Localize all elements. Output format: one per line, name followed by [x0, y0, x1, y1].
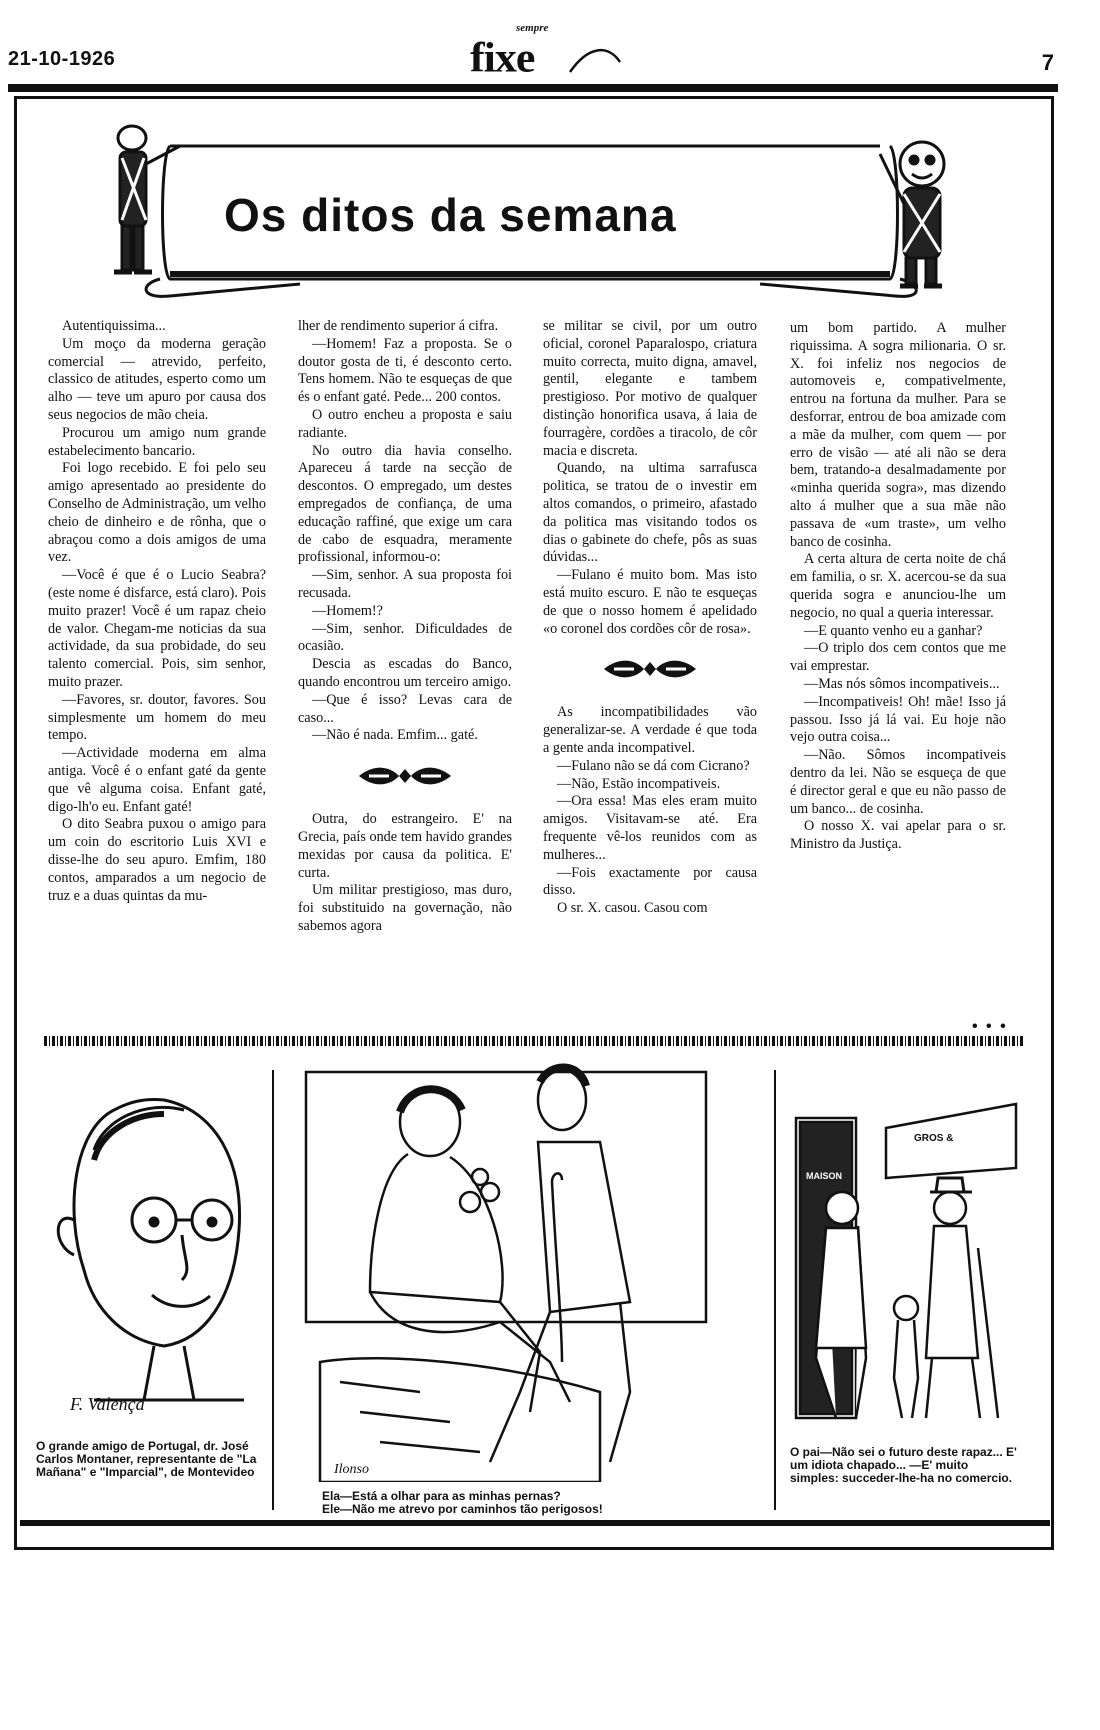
- paragraph: Um militar prestigioso, mas duro, foi substituido na governação, não sabemos agora: [298, 882, 512, 934]
- paragraph: O dito Seabra puxou o amigo para um coin do escritorio Luis XVI e disse-lhe do seu apuro. Emfim, 180 contos, amparados a um negocio de truz e a duas quintas da mu-: [48, 816, 266, 904]
- paragraph: O sr. X. casou. Casou com: [557, 900, 708, 917]
- article-column-3: [543, 318, 757, 918]
- paragraph: —E quanto venho eu a ganhar?: [804, 622, 983, 639]
- footer-rule: [20, 1520, 1050, 1526]
- caricature-portrait-illustration: [34, 1070, 264, 1730]
- paragraph: —Não. Sômos incompativeis dentro da lei. Não se esqueça de que é director geral e que eu não passo de um banco... de cosinha.: [790, 747, 1006, 817]
- masthead-logo: [470, 20, 620, 80]
- paragraph: —Você é que é o Lucio Seabra? (este nome é disfarce, está claro). Pois muito prazer! Você é um rapaz cheio de valor. Chegam-me noticias da sua actividade, da sua probidade, do seu talento comercial. Pois, sim senhor, muito prazer.: [48, 567, 266, 690]
- paragraph: —Sim, senhor. A sua proposta foi recusada.: [298, 567, 512, 601]
- couple-cartoon-illustration: [300, 1062, 760, 1482]
- paragraph: A certa altura de certa noite de chá em familia, o sr. X. acercou-se da sua querida sogra e anunciou-lhe um negocio, no qual a queria interessar.: [790, 551, 1006, 621]
- paragraph: O outro encheu a proposta e saiu radiante.: [298, 406, 512, 441]
- paragraph: Descia as escadas do Banco, quando encontrou um terceiro amigo.: [298, 656, 512, 690]
- paragraph: se militar se civil, por um outro oficial, coronel Paparalospo, criatura muito correcta, muito digna, amavel, gentil, elegante e tambem prestigioso. Por motivo de qualquer distinção honorifica usava, á laia de fourragère, cordões a tiracolo, de côr macia e discreta.: [543, 318, 757, 459]
- section-title: Os ditos da semana: [224, 189, 677, 241]
- masthead-title: fixe: [470, 34, 535, 81]
- paragraph: Procurou um amigo num grande estabelecimento bancario.: [48, 424, 266, 459]
- paragraph: Um moço da moderna geração comercial — atrevido, perfeito, classico de atitudes, esperto como um alho — teve um apuro por causa dos seus negocios de mão cheia.: [48, 335, 266, 423]
- end-mark: • • •: [972, 1018, 1008, 1035]
- door-sign-text: MAISON: [806, 1171, 842, 1181]
- cartoon-caption-middle-2: Ele—Não me atrevo por caminhos tão perigosos!: [322, 1502, 603, 1516]
- paragraph: Quando, na ultima sarrafusca politica, se tratou de o investir em altos comandos, o primeiro, afastado da politica mas visitando todos os dias o gabinete do chefe, pôs as suas dúvidas...: [543, 460, 757, 566]
- paragraph: —Mas nós sômos incompativeis...: [804, 675, 1000, 692]
- cartoon-separator: [774, 1070, 776, 1510]
- ornament-icon: [600, 656, 700, 682]
- issue-date: 21-10-1926: [8, 48, 116, 70]
- article-column-1: [48, 318, 266, 905]
- paragraph: —Não, Estão incompativeis.: [557, 775, 721, 792]
- paragraph: —Fois exactamente por causa disso.: [543, 864, 757, 899]
- artist-signature: Ilonso: [334, 1462, 369, 1477]
- paragraph: Autentiquissima...: [62, 318, 166, 334]
- shop-doorway-cartoon-illustration: [786, 1098, 1022, 1438]
- cartoon-caption-right: O pai—Não sei o futuro deste rapaz... E' um idiota chapado... —E' muito simples: succeder-lhe-ha no comercio.: [790, 1445, 1017, 1485]
- paragraph: No outro dia havia conselho. Apareceu á tarde na secção de descontos. O empregado, um destes empregados de confiança, de uma educação raffiné, que exige um cara de cabo de esquadra, meramente profissional, informou-o:: [298, 442, 512, 566]
- masthead-small-text: sempre: [516, 22, 549, 34]
- paragraph: —Sim, senhor. Dificuldades de ocasião.: [298, 620, 512, 655]
- paragraph: —Actividade moderna em alma antiga. Você é o enfant gaté da gente que vê alguma coisa. Enfant gaté, digo-lh'o eu. Enfant gaté!: [48, 745, 266, 815]
- section-divider: [44, 1036, 1024, 1046]
- ornament-divider: [298, 763, 512, 789]
- paragraph: —O triplo dos cem contos que me vai emprestar.: [790, 640, 1006, 675]
- header-rule: [8, 84, 1058, 92]
- paragraph: —Fulano é muito bom. Mas isto está muito escuro. E não te esqueças de que o nosso homem é apelidado «o coronel dos cordões côr de rosa».: [543, 567, 757, 637]
- paragraph: —Favores, sr. doutor, favores. Sou simplesmente um homem do meu tempo.: [48, 691, 266, 744]
- masthead-swash-icon: [568, 42, 624, 78]
- shop-sign-text: GROS &: [914, 1133, 954, 1144]
- cartoon-caption-middle-1: Ela—Está a olhar para as minhas pernas?: [322, 1489, 561, 1503]
- paragraph: Outra, do estrangeiro. E' na Grecia, país onde tem havido grandes mexidas por causa da politica. E' curta.: [298, 811, 512, 881]
- paragraph: um bom partido. A mulher riquissima. A sogra milionaria. O sr. X. foi infeliz nos negocios de automoveis e, compativelmente, entrou na fortuna da mulher. Para se desforrar, entrou de boa amizade com a mãe da mulher, com quem — por erro de visão — até ali não se dera bem, tratando-a desalmadamente por «minha querida sogra», mas dizendo alto á mulher que a sua mãe não passava de «um traste», um velho banco de cosinha.: [790, 320, 1006, 550]
- paragraph: —Não é nada. Emfim... gaté.: [312, 727, 478, 744]
- paragraph: Foi logo recebido. E foi pelo seu amigo apresentado ao presidente do Conselho de Administração, um velho cheio de dinheiro e de rônha, que o abraçou como a dois amigos de uma vez.: [48, 460, 266, 566]
- paragraph: As incompatibilidades vão generalizar-se. A verdade é que toda a gente anda incompativel.: [543, 704, 757, 756]
- article-column-2: [298, 318, 512, 936]
- ornament-icon: [355, 763, 455, 789]
- cartoon-caption-left: O grande amigo de Portugal, dr. José Carlos Montaner, representante de "La Mañana" e "Imparcial", de Montevideo: [36, 1439, 257, 1479]
- paragraph: —Fulano não se dá com Cicrano?: [557, 757, 750, 774]
- paragraph: lher de rendimento superior á cifra.: [298, 318, 499, 334]
- paragraph: —Incompativeis! Oh! mãe! Isso já passou. Isso já lá vai. Eu hoje não vejo outra coisa...: [790, 693, 1006, 746]
- paragraph: —Homem!?: [312, 602, 383, 619]
- cartoon-separator: [272, 1070, 274, 1510]
- paragraph: O nosso X. vai apelar para o sr. Ministro da Justiça.: [790, 818, 1006, 853]
- ornament-divider: [543, 656, 757, 682]
- artist-signature: F. Valença: [70, 1394, 145, 1414]
- article-column-4: [790, 320, 1006, 854]
- paragraph: —Homem! Faz a proposta. Se o doutor gosta de ti, é desconto certo. Tens homem. Não te esqueças de que és o enfant gaté. Pede... 200 contos.: [298, 335, 512, 406]
- paragraph: —Ora essa! Mas eles eram muito amigos. Visitavam-se até. Era frequente vê-los reunidos com as mulheres...: [543, 793, 757, 863]
- paragraph: —Que é isso? Levas cara de caso...: [298, 691, 512, 726]
- page-number: 7: [1041, 50, 1054, 75]
